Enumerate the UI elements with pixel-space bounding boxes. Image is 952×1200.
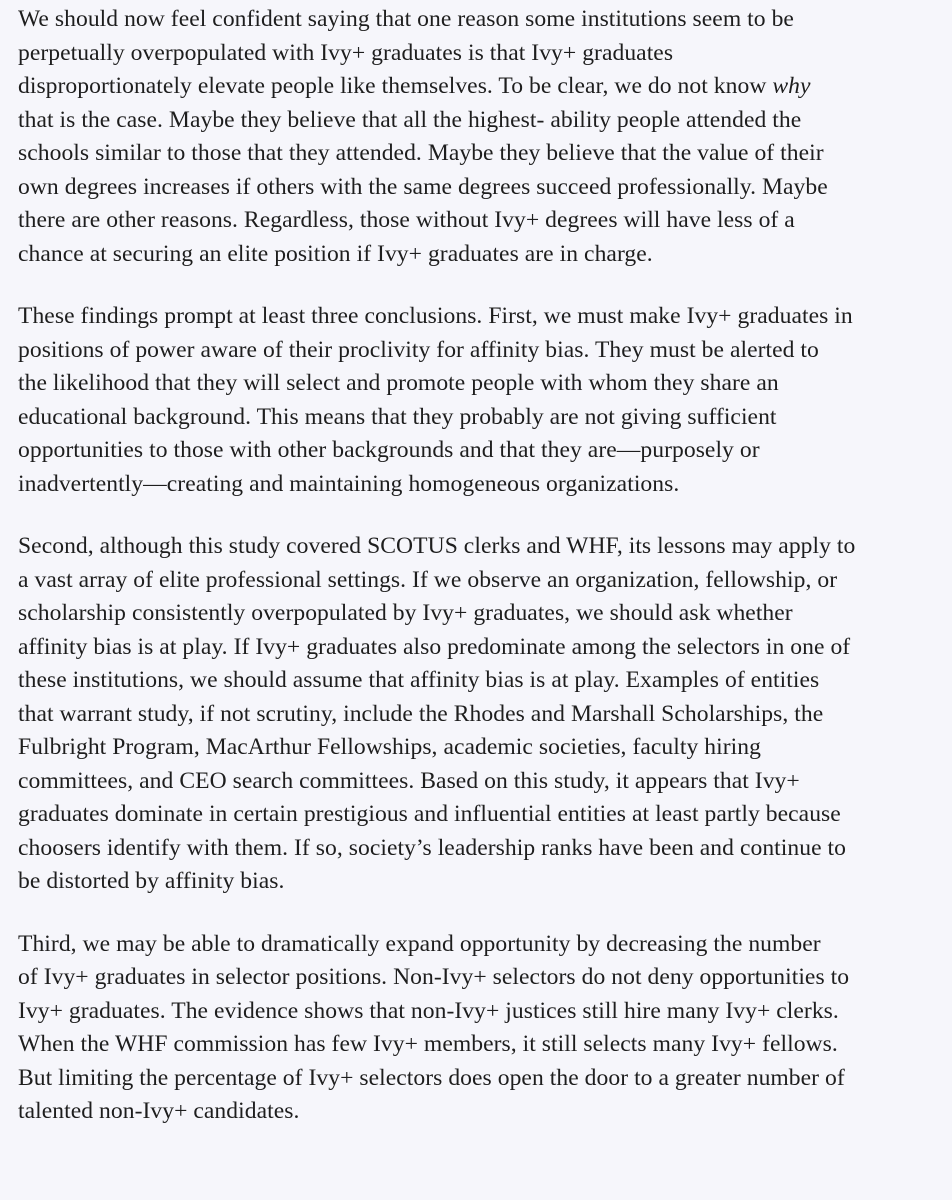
text-line-with-emphasis: [18, 70, 934, 104]
paragraph-3: [18, 530, 934, 899]
paragraph-2: [18, 300, 934, 501]
text-line: We should now feel confident saying that one reason some institutions seem to be: [18, 6, 794, 32]
text-line: These findings prompt at least three conclusions. First, we must make Ivy+ graduates in: [18, 303, 853, 329]
text-line: Ivy+ graduates. The evidence shows that non-Ivy+ justices still hire many Ivy+ clerks.: [18, 997, 839, 1024]
text-line: a vast array of elite professional settings. If we observe an organization, fellowship, or: [18, 566, 838, 593]
text-line: own degrees increases if others with the same degrees succeed professionally. Maybe: [18, 173, 828, 200]
text-line: scholarship consistently overpopulated by Ivy+ graduates, we should ask whether: [18, 600, 793, 626]
text-line: Second, although this study covered SCOTUS clerks and WHF, its lessons may apply to: [18, 533, 856, 559]
text-line: chance at securing an elite position if Ivy+ graduates are in charge.: [18, 240, 653, 267]
text-line: But limiting the percentage of Ivy+ selectors does open the door to a greater number of: [18, 1064, 845, 1091]
paragraph-1: [18, 3, 934, 271]
text-line: of Ivy+ graduates in selector positions. Non-Ivy+ selectors do not deny opportunities to: [18, 964, 850, 990]
text-line: educational background. This means that they probably are not giving sufficient: [18, 403, 777, 430]
text-line: positions of power aware of their proclivity for affinity bias. They must be alerted to: [18, 336, 819, 363]
paragraph-4: [18, 928, 934, 1129]
text-line: inadvertently—creating and maintaining homogeneous organizations.: [18, 470, 680, 497]
emphasized-word: why: [772, 73, 811, 99]
text-line: committees, and CEO search committees. Based on this study, it appears that Ivy+: [18, 767, 800, 794]
text-line: be distorted by affinity bias.: [18, 868, 285, 894]
text-line: opportunities to those with other backgrounds and that they are—purposely or: [18, 437, 760, 463]
text-line: schools similar to those that they attended. Maybe they believe that the value of their: [18, 140, 824, 166]
text-line: affinity bias is at play. If Ivy+ graduates also predominate among the selectors in one of: [18, 633, 851, 660]
text-line: the likelihood that they will select and promote people with whom they share an: [18, 370, 779, 396]
text-line: these institutions, we should assume that affinity bias is at play. Examples of entities: [18, 667, 820, 693]
text-line: perpetually overpopulated with Ivy+ graduates is that Ivy+ graduates: [18, 39, 674, 66]
text-line: there are other reasons. Regardless, those without Ivy+ degrees will have less of a: [18, 207, 795, 233]
text-line: talented non-Ivy+ candidates.: [18, 1098, 300, 1124]
text-line: Third, we may be able to dramatically expand opportunity by decreasing the number: [18, 930, 821, 957]
text-line: that is the case. Maybe they believe that all the highest- ability people attended the: [18, 106, 802, 133]
text-line: When the WHF commission has few Ivy+ members, it still selects many Ivy+ fellows.: [18, 1031, 838, 1057]
text-line: that warrant study, if not scrutiny, include the Rhodes and Marshall Scholarships, the: [18, 700, 824, 727]
text-line: Fulbright Program, MacArthur Fellowships, academic societies, faculty hiring: [18, 734, 761, 760]
text-line: choosers identify with them. If so, society’s leadership ranks have been and continue to: [18, 834, 846, 861]
text-run: disproportionately elevate people like themselves. To be clear, we do not know: [18, 73, 773, 99]
text-line: graduates dominate in certain prestigious and influential entities at least partly because: [18, 801, 841, 827]
